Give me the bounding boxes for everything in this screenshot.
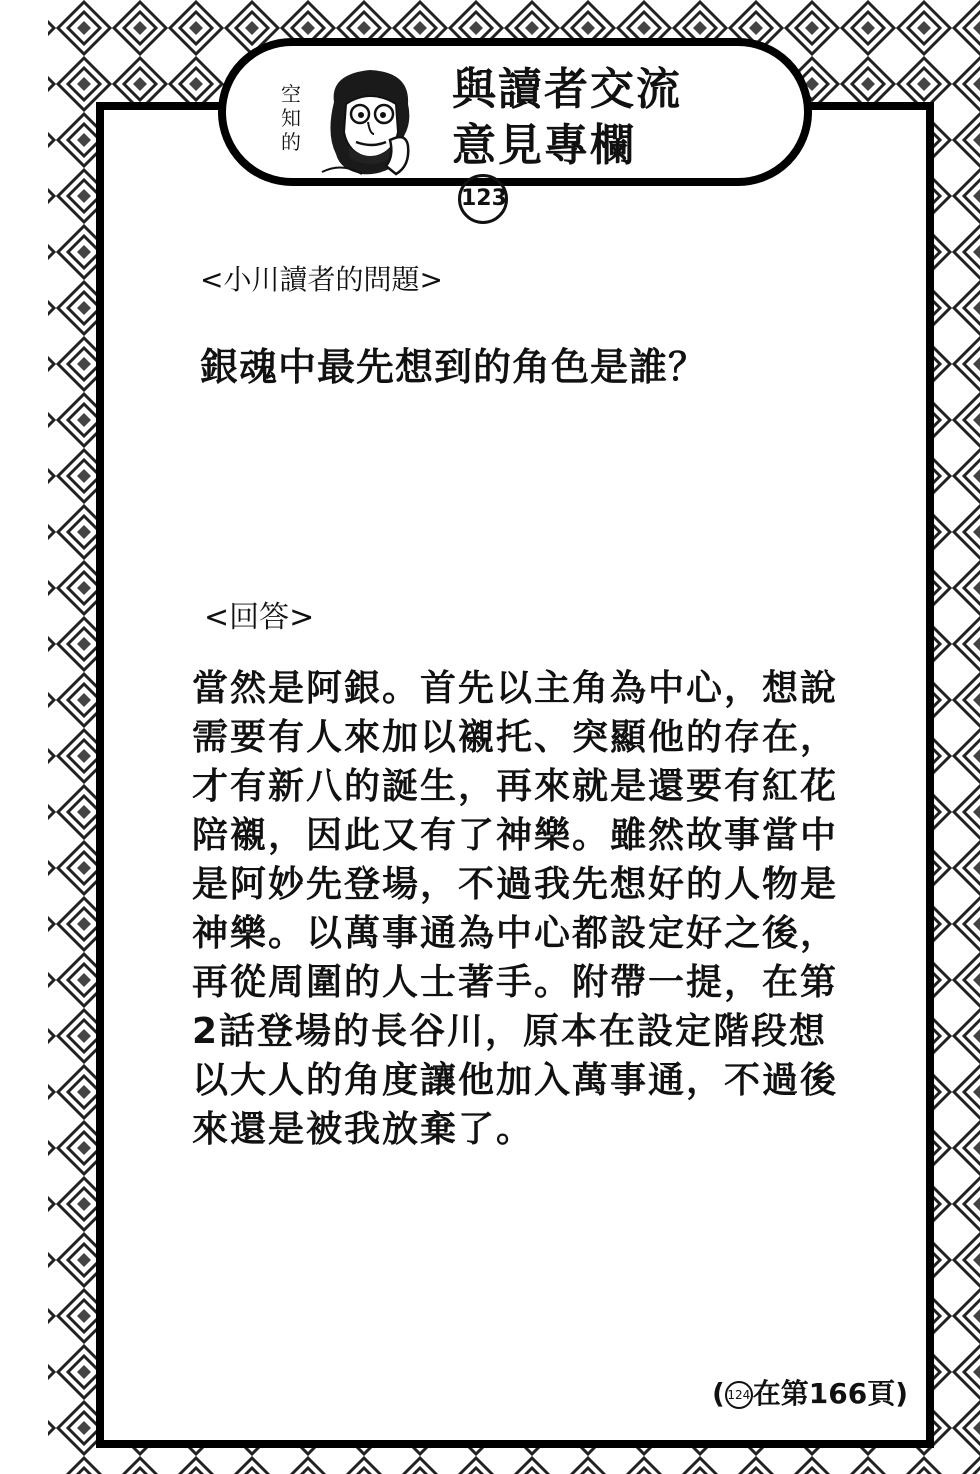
answer-body [192,664,892,1154]
column-header [218,38,812,211]
answer-line: 陪襯，因此又有了神樂。雖然故事當中 [192,815,839,856]
column-title [452,62,792,224]
answer-label: <回答> [204,600,315,635]
continued-reference: ( 124在第166頁) [712,1377,909,1410]
question-text: 銀魂中最先想到的角色是誰？ [200,345,708,389]
answer-line: 2話登場的長谷川，原本在設定階段想 [192,1011,828,1052]
question-label: <小川讀者的問題> [200,263,443,296]
header-subtitle: 空 知 的 [281,82,301,154]
answer-line: 需要有人來加以襯托、突顯他的存在， [192,717,839,758]
author-caricature-icon [312,62,428,180]
title-line-1: 與讀者交流 [452,64,682,115]
answer-line: 當然是阿銀。首先以主角為中心，想說 [192,668,839,709]
answer-line: 來還是被我放棄了。 [192,1109,535,1150]
answer-line: 以大人的角度讓他加入萬事通，不過後 [192,1060,839,1101]
title-line-2: 意見專欄 123 [452,118,792,224]
page-reference: 在第166頁 [752,1377,896,1410]
answer-line: 是阿妙先登場，不過我先想好的人物是 [192,864,839,905]
answer-line: 神樂。以萬事通為中心都設定好之後， [192,913,839,954]
answer-line: 再從周圍的人士著手。附帶一提，在第 [192,962,839,1003]
next-issue-badge: 124 [725,1381,753,1409]
issue-number-badge: 123 [458,174,508,224]
answer-line: 才有新八的誕生，再來就是還要有紅花 [192,766,839,807]
page-gutter [0,0,48,1474]
